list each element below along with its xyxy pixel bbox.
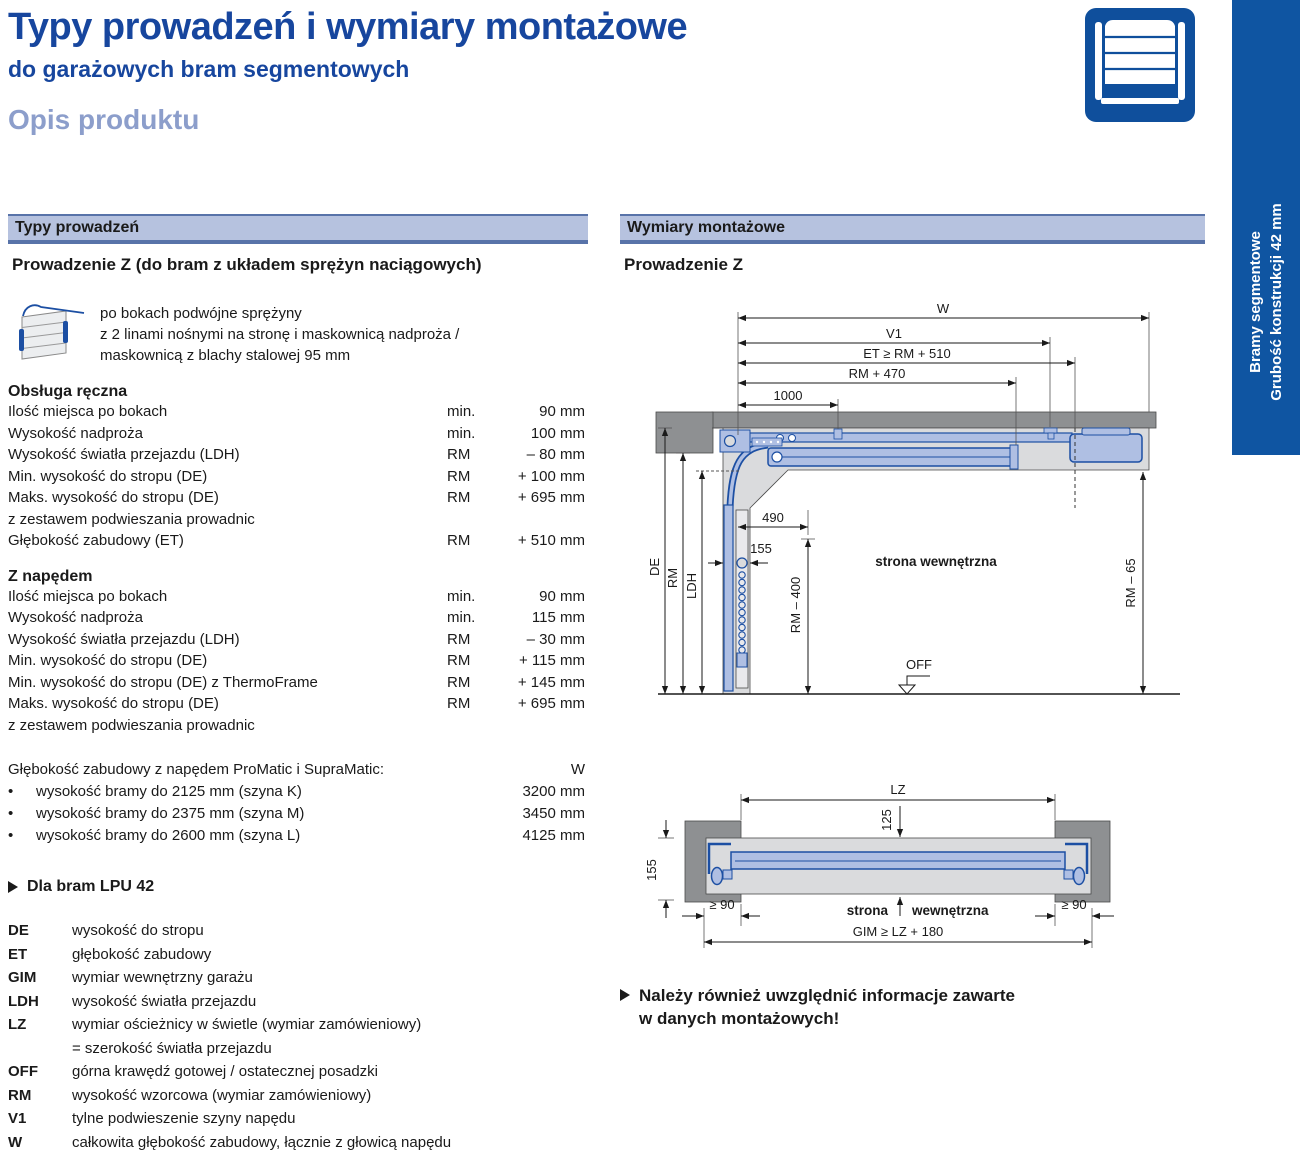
legend-def: wymiar wewnętrzny garażu (72, 966, 588, 990)
legend-def: wysokość do stropu (72, 919, 588, 943)
row-label: Ilość miejsca po bokach (8, 401, 447, 423)
legend-row (8, 1060, 588, 1084)
right-column (620, 214, 1205, 275)
row-ref: min. (447, 607, 499, 629)
door-panel (731, 852, 1065, 869)
row-label: Wysokość nadproża (8, 607, 447, 629)
depth-intro-row (8, 759, 585, 781)
off-leader (907, 676, 930, 685)
perforation (756, 441, 758, 443)
drive-head-cap (1082, 428, 1130, 435)
row-ref: min. (447, 423, 499, 445)
dim-label-125: 125 (879, 809, 894, 831)
legend-row (8, 919, 588, 943)
track-hanger (834, 429, 842, 439)
row-value: 115 mm (499, 607, 585, 629)
note-text (639, 984, 1015, 1030)
left-lead: Prowadzenie Z (do bram z układem sprężyn naciągowych) (12, 255, 588, 275)
row-value (499, 509, 585, 531)
legend-row (8, 1107, 588, 1131)
item-label: wysokość bramy do 2600 mm (szyna L) (36, 825, 495, 847)
dim-label-ldh: LDH (684, 573, 699, 599)
bullet: • (8, 825, 36, 847)
legend-row (8, 943, 588, 967)
table-row (8, 509, 585, 531)
left-column (8, 214, 588, 1154)
arrow-right-icon (8, 881, 18, 893)
dim-label-155: 155 (644, 859, 659, 881)
legend-term: RM (8, 1084, 72, 1108)
row-label: z zestawem podwieszania prowadnic (8, 509, 447, 531)
dim-label-1000: 1000 (774, 388, 803, 403)
left-roller-holder (723, 870, 732, 879)
row-value: 90 mm (499, 586, 585, 608)
off-label: OFF (906, 657, 932, 672)
list-item (8, 803, 585, 825)
side-tab-label (1245, 72, 1287, 532)
dim-label-et: ET ≥ RM + 510 (863, 346, 950, 361)
spring-anchor (737, 653, 747, 667)
dim-label-lz: LZ (890, 782, 905, 797)
drive-head (1070, 434, 1142, 462)
row-ref: min. (447, 401, 499, 423)
row-label: Wysokość światła przejazdu (LDH) (8, 629, 447, 651)
perforation (777, 441, 779, 443)
item-value: 3200 mm (495, 781, 585, 803)
rail-pulley (772, 452, 782, 462)
legend-def: wysokość wzorcowa (wymiar zamówieniowy) (72, 1084, 588, 1108)
row-value: + 695 mm (499, 693, 585, 715)
row-value: 90 mm (499, 401, 585, 423)
table-row (8, 629, 585, 651)
perforation (770, 441, 772, 443)
legend-term: GIM (8, 966, 72, 990)
plan-view-diagram (620, 758, 1210, 968)
caption-line: po bokach podwójne sprężyny (100, 303, 459, 324)
table-row (8, 487, 585, 509)
dim-label-rm400: RM – 400 (788, 577, 803, 633)
row-value: + 100 mm (499, 466, 585, 488)
inner-side-label-left: strona (847, 903, 889, 918)
legend-term (8, 1037, 72, 1061)
off-level-marker (899, 685, 915, 694)
dim-label-490: 490 (762, 510, 784, 525)
row-label: z zestawem podwieszania prowadnic (8, 715, 447, 737)
row-value: + 510 mm (499, 530, 585, 552)
legend-term: LDH (8, 990, 72, 1014)
rail-end-bracket (1010, 445, 1018, 469)
legend (8, 919, 588, 1154)
depth-intro: Głębokość zabudowy z napędem ProMatic i SupraMatic: (8, 759, 525, 781)
row-label: Maks. wysokość do stropu (DE) (8, 487, 447, 509)
row-value: + 115 mm (499, 650, 585, 672)
table-row (8, 693, 585, 715)
row-ref: RM (447, 672, 499, 694)
perforation (763, 441, 765, 443)
row-value: + 145 mm (499, 672, 585, 694)
side-tab-line1: Bramy segmentowe (1245, 72, 1266, 532)
table-row (8, 530, 585, 552)
legend-term: LZ (8, 1013, 72, 1037)
row-ref: RM (447, 487, 499, 509)
legend-row (8, 990, 588, 1014)
legend-term: DE (8, 919, 72, 943)
caption-line: z 2 linami nośnymi na stronę i maskownicą nadproża / (100, 324, 459, 345)
table-row (8, 586, 585, 608)
page-title: Typy prowadzeń i wymiary montażowe (8, 6, 687, 49)
legend-def: całkowita głębokość zabudowy, łącznie z głowicą napędu (72, 1131, 588, 1154)
legend-def: wymiar ościeżnicy w świetle (wymiar zamówieniowy) (72, 1013, 588, 1037)
row-value: 100 mm (499, 423, 585, 445)
dim-label-ge90-left: ≥ 90 (709, 897, 734, 912)
left-roller (712, 868, 723, 885)
side-tab-line2: Grubość konstrukcji 42 mm (1266, 72, 1287, 532)
legend-term: W (8, 1131, 72, 1154)
legend-def: wysokość światła przejazdu (72, 990, 588, 1014)
row-ref: RM (447, 444, 499, 466)
legend-term: ET (8, 943, 72, 967)
section-header-left: Typy prowadzeń (8, 214, 588, 244)
legend-term: OFF (8, 1060, 72, 1084)
list-item (8, 781, 585, 803)
manual-title: Obsługa ręczna (8, 383, 588, 401)
section-header-right: Wymiary montażowe (620, 214, 1205, 244)
dim-label-w: W (937, 301, 950, 316)
side-tab (1232, 0, 1300, 455)
table-row (8, 444, 585, 466)
note-line2: w danych montażowych! (639, 1007, 1015, 1030)
table-row (8, 607, 585, 629)
legend-row (8, 1131, 588, 1154)
legend-term: V1 (8, 1107, 72, 1131)
table-row (8, 401, 585, 423)
row-value: – 30 mm (499, 629, 585, 651)
legend-row (8, 966, 588, 990)
table-row (8, 672, 585, 694)
depth-col-header: W (525, 759, 585, 781)
page-subtitle: do garażowych bram segmentowych (8, 56, 409, 83)
vertical-track (724, 505, 733, 691)
list-item (8, 825, 585, 847)
legend-row (8, 1013, 588, 1037)
row-value (499, 715, 585, 737)
row-ref: RM (447, 466, 499, 488)
caption-line: maskownicą z blachy stalowej 95 mm (100, 345, 459, 366)
rear-suspension-bracket (1044, 428, 1057, 433)
for-doors-row (8, 878, 588, 896)
right-roller (1074, 868, 1085, 885)
legend-def: = szerokość światła przejazdu (72, 1037, 588, 1061)
row-ref (447, 509, 499, 531)
row-label: Min. wysokość do stropu (DE) z ThermoFrame (8, 672, 447, 694)
inner-side-label: strona wewnętrzna (875, 554, 997, 569)
dim-label-rm470: RM + 470 (849, 366, 906, 381)
dim-label-rm65: RM – 65 (1123, 558, 1138, 607)
dim-label-ge90-right: ≥ 90 (1061, 897, 1086, 912)
manual-table (8, 401, 585, 552)
pictogram-row (8, 301, 588, 366)
drive-title: Z napędem (8, 568, 588, 586)
row-label: Ilość miejsca po bokach (8, 586, 447, 608)
row-label: Wysokość nadproża (8, 423, 447, 445)
legend-def: głębokość zabudowy (72, 943, 588, 967)
track-roller (789, 435, 796, 442)
item-value: 4125 mm (495, 825, 585, 847)
row-label: Głębokość zabudowy (ET) (8, 530, 447, 552)
row-value: + 695 mm (499, 487, 585, 509)
item-value: 3450 mm (495, 803, 585, 825)
legend-def: tylne podwieszenie szyny napędu (72, 1107, 588, 1131)
row-label: Wysokość światła przejazdu (LDH) (8, 444, 447, 466)
legend-row (8, 1037, 588, 1061)
pictogram-caption (100, 301, 459, 366)
row-ref: RM (447, 650, 499, 672)
drive-table (8, 586, 585, 737)
dim-label-155: 155 (750, 541, 772, 556)
section-heading: Opis produktu (8, 104, 199, 136)
cable-drum (725, 436, 736, 447)
row-label: Min. wysokość do stropu (DE) (8, 650, 447, 672)
legend-def: górna krawędź gotowej / ostatecznej posadzki (72, 1060, 588, 1084)
right-roller-holder (1064, 870, 1073, 879)
row-ref: RM (447, 693, 499, 715)
dim-label-de: DE (647, 558, 662, 576)
sectional-door-icon (1085, 8, 1195, 122)
side-view-diagram (620, 295, 1210, 760)
row-ref: RM (447, 629, 499, 651)
spring-pulley (737, 558, 747, 568)
row-ref: min. (447, 586, 499, 608)
table-row (8, 466, 585, 488)
row-ref (447, 715, 499, 737)
for-doors-label: Dla bram LPU 42 (27, 878, 154, 896)
row-label: Min. wysokość do stropu (DE) (8, 466, 447, 488)
dim-label-rm: RM (665, 568, 680, 588)
rear-suspension-clamp (1048, 433, 1054, 439)
table-row (8, 650, 585, 672)
dim-label-gim: GIM ≥ LZ + 180 (853, 924, 944, 939)
note (620, 984, 1015, 1030)
row-value: – 80 mm (499, 444, 585, 466)
inner-side-label-right: wewnętrzna (911, 903, 989, 918)
right-lead: Prowadzenie Z (624, 255, 1205, 275)
note-line1: Należy również uwzględnić informacje zawarte (639, 984, 1015, 1007)
depth-block (8, 759, 585, 847)
legend-row (8, 1084, 588, 1108)
bullet: • (8, 803, 36, 825)
table-row (8, 423, 585, 445)
row-ref: RM (447, 530, 499, 552)
item-label: wysokość bramy do 2125 mm (szyna K) (36, 781, 495, 803)
dim-label-v1: V1 (886, 326, 902, 341)
item-label: wysokość bramy do 2375 mm (szyna M) (36, 803, 495, 825)
z-track-pictogram-icon (8, 301, 90, 363)
bullet: • (8, 781, 36, 803)
table-row (8, 715, 585, 737)
row-label: Maks. wysokość do stropu (DE) (8, 693, 447, 715)
arrow-right-icon (620, 989, 630, 1001)
ceiling (712, 412, 1156, 428)
